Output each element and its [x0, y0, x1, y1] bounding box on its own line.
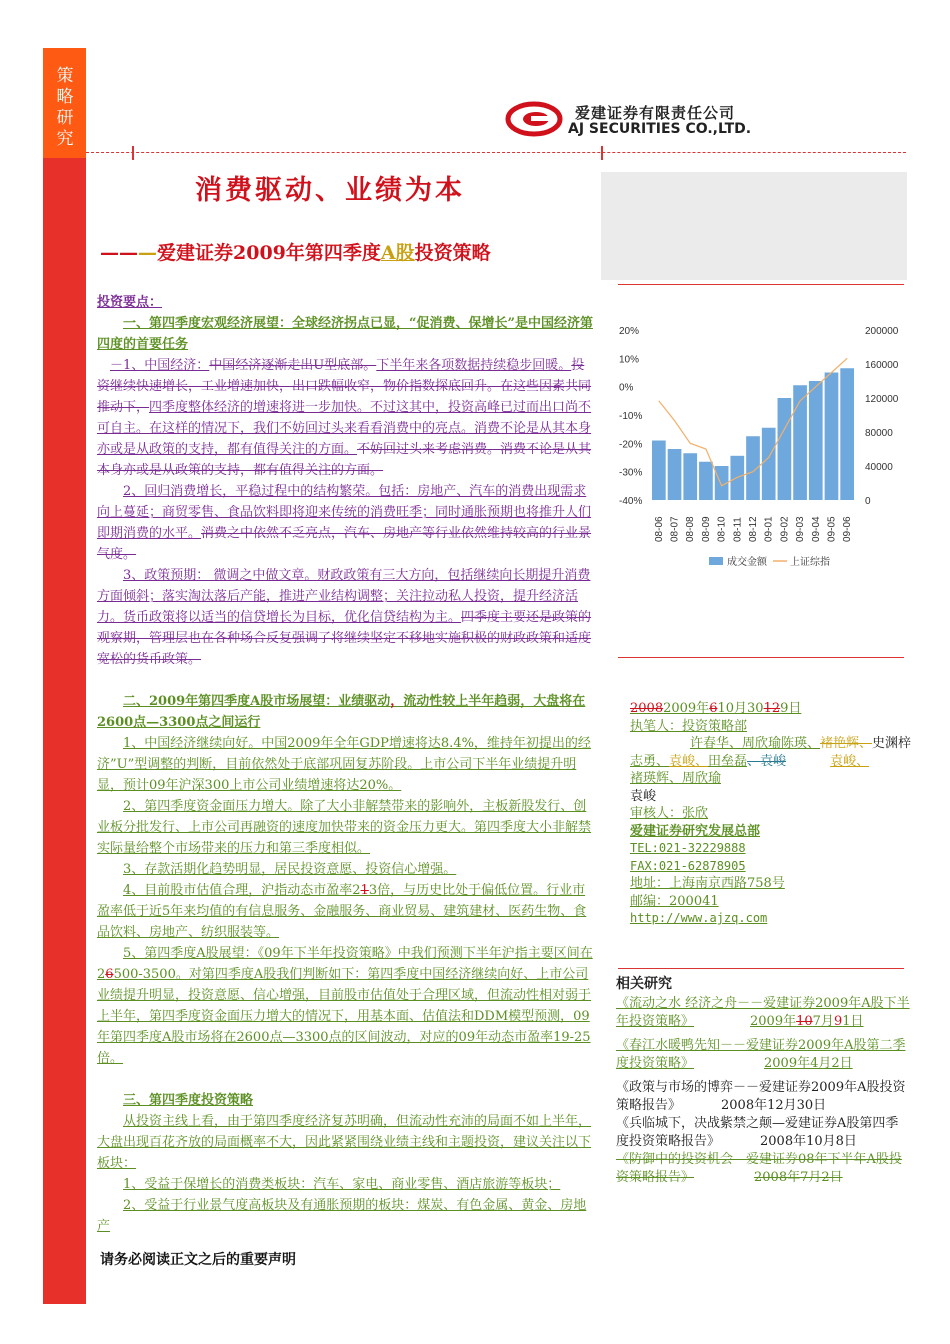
chart-x-tick-label: 09-02 — [779, 516, 791, 542]
authors-text: 田垒磊 — [708, 753, 748, 769]
s1p2-deleted: 消费之中依然不乏亮点，汽车、房地产等行业依然维持较高的行业景气度。 — [97, 526, 592, 562]
chart-right-tick-label: 200000 — [865, 326, 899, 337]
authors-text: 志勇、 — [630, 753, 670, 769]
chart-x-tick-label: 09-06 — [842, 516, 854, 542]
chart-legend-label: 成交金额 — [727, 557, 767, 568]
section3-paragraph3: 2、受益于行业景气度高板块及有通胀预期的板块：煤炭、有色金属、黄金、房地产 — [97, 1198, 587, 1234]
related-date-deleted: 10 — [796, 1014, 813, 1029]
chart-left-tick-label: 20% — [619, 326, 640, 337]
report-subtitle — [100, 238, 491, 265]
sidebar-label — [53, 66, 77, 150]
s1p3-deleted: 四季度主要还是政策的观察期，管理层也在各种场合反复强调了将继续坚定不移地实施积极的财政政策和适度宽松的货币政策。 — [97, 610, 592, 667]
date-deleted: 2008 — [630, 701, 664, 716]
chart-x-tick-label: 08-09 — [700, 516, 712, 542]
address: 地址：上海南京西路758号 — [630, 876, 785, 891]
header-tick — [601, 146, 603, 160]
author-label: 执笔人：投资策略部 — [630, 718, 748, 734]
related-title: 《政策与市场的博弈－－爱建证券2009年A股投资策略报告》 — [616, 1080, 906, 1113]
chart-left-tick-label: -20% — [619, 439, 643, 451]
s1p1-text: 下半年来各项数据持续稳步回暖。 — [376, 358, 572, 373]
chart-x-tick-label: 08-10 — [716, 516, 728, 542]
report-meta — [630, 700, 930, 928]
sidebar-rule — [618, 284, 904, 285]
chart-x-tick-label: 08-12 — [748, 516, 759, 542]
chart-right-tick-label: 0 — [865, 496, 871, 507]
market-chart — [617, 312, 905, 574]
chart-bar — [652, 441, 666, 501]
date-text: 10月 — [717, 701, 748, 716]
chart-legend-label: 上证综指 — [790, 557, 830, 568]
chart-right-tick-label: 80000 — [865, 428, 893, 439]
sidebar-label-char: 究 — [56, 129, 74, 149]
chart-x-tick-label: 08-11 — [732, 517, 744, 542]
department: 爱建证券研究发展总部 — [630, 823, 761, 839]
subtitle-text-end: 投资策略 — [414, 242, 491, 264]
related-date: 2008年7月2日 — [754, 1170, 843, 1185]
sidebar-rule — [618, 968, 904, 969]
chart-left-tick-label: 0% — [619, 382, 634, 394]
s1p1-deleted: 中国经济逐渐走出U型底部。 — [209, 358, 377, 373]
s2-head-text: 00点—3300点之间运行 — [115, 715, 261, 730]
chart-x-tick-label: 09-04 — [810, 516, 822, 542]
related-research — [616, 975, 910, 1187]
sidebar-label-char: 略 — [56, 87, 74, 107]
company-logo-icon — [505, 100, 563, 138]
chart-x-tick-label: 08-08 — [685, 516, 697, 542]
section1-heading: 一、第四季度宏观经济展望：全球经济拐点已显，“促消费、保增长”是中国经济第四度的首要任务 — [97, 316, 593, 352]
date-text: 30 — [747, 701, 764, 716]
key-points-heading: 投资要点： — [97, 295, 163, 310]
section2-paragraph3: 3、存款活期化趋势明显，居民投资意愿、投资信心增强。 — [123, 862, 457, 877]
zip-code: 邮编：200041 — [630, 893, 719, 909]
s1p1-text: 在这样的情况下，我们不妨回过头来看看消费中的亮点。消费不论是从其本身亦或是从政策的支持，都有值得关注的方面。 — [97, 421, 592, 457]
sidebar-label-char: 策 — [56, 66, 74, 86]
subtitle-text: 爱建证券2009年第四季度 — [157, 242, 381, 264]
chart-left-tick-label: -40% — [619, 496, 643, 507]
chart-right-tick-label: 160000 — [865, 360, 899, 371]
date-deleted: 6 — [709, 701, 718, 716]
subtitle-dash-inserted: — — [138, 242, 157, 264]
chart-volume-bars — [652, 368, 854, 500]
left-color-band — [43, 48, 86, 1304]
chart-bar — [762, 428, 776, 500]
chart-left-axis — [619, 326, 642, 507]
authors-line4: 袁峻 — [630, 788, 657, 804]
related-date: 1日 — [842, 1014, 864, 1029]
s1p3-text: 3、政策预期： 微调之中做文章。财政政策有三大方向，包括继续向长期提升消费方面倾斜；落实淘汰落后产能，推进产业结构调整；关注拉动私人投资，提升经济活力。货币政策将以适当的信贷增长为目标，优化信贷结构为主。 — [97, 568, 591, 625]
related-title: 《防御中的投资机会—爱建证券08年下半年A股投资策略报告》 — [616, 1152, 902, 1185]
section2-paragraph2: 2、第四季度资金面压力增大。除了大小非解禁带来的影响外，主板新股发行、创业板分批发行、上市公司再融资的速度加快带来的资金压力更大。第四季度大小非解禁实际量给整个市场带来的压力和第三季度相似。 — [97, 799, 592, 856]
authors-text: 史渊梓 — [872, 736, 912, 751]
header-rule — [86, 152, 906, 153]
section1-paragraph2 — [97, 481, 593, 565]
s2p4-text: 3倍，与历史比处于偏低位置。行业市盈率低于近5年来均值的有信息服务、金融服务、商业贸易、建筑建材、医药生物、食品饮料、房地产、纺织服装等。 — [97, 883, 587, 940]
chart-x-axis — [654, 516, 853, 542]
fax: FAX:021-62878905 — [630, 858, 746, 873]
logo-chinese-name: 爱建证券有限责任公司 — [575, 104, 736, 122]
disclaimer: 请务必阅读正文之后的重要声明 — [100, 1252, 296, 1268]
section2-heading — [97, 691, 593, 733]
related-item[interactable] — [616, 1115, 910, 1151]
related-date: 2008年10月8日 — [760, 1134, 857, 1149]
s2p5-text: 500-3500。对第四季度A股我们判断如下：第四季度中国经济继续向好、上市公司业绩提升明显，投资意愿、信心增强，目前股市估值处于合理区域，但流动性相对弱于上半年，第四季度资金面压力增大的情况下，用基本面、估值法和DDM模型预测，09年第四季度A股市场将在2600点—3300点的区间波动，对应的09年动态市盈率19-25倍。 — [97, 967, 592, 1066]
chart-bar — [778, 398, 792, 500]
header-tick — [132, 146, 134, 160]
authors-inserted: 袁峻、 — [669, 753, 709, 769]
related-item[interactable] — [616, 995, 910, 1031]
main-body — [97, 292, 593, 1237]
related-date: 2009年 — [750, 1014, 797, 1029]
chart-bar — [793, 385, 807, 500]
subtitle-dash: —— — [100, 242, 138, 264]
chart-x-tick-label: 08-07 — [669, 516, 681, 542]
report-date — [630, 700, 930, 718]
authors-line2 — [630, 753, 930, 771]
sidebar-header-panel — [601, 172, 907, 280]
s2p4-text: 4、目前股市估值合理，沪指动态市盈率2 — [123, 883, 361, 898]
section3-paragraph1: 从投资主线上看，由于第四季度经济复苏明确，但流动性充沛的局面不如上半年，大盘出现百花齐放的局面概率不大，因此紧紧围绕业绩主线和主题投资，建议关注以下板块： — [97, 1114, 592, 1171]
authors-line3: 褚瑛辉、周欣瑜 — [630, 771, 722, 786]
related-date: 2009年4月2日 — [764, 1056, 853, 1071]
sidebar-rule — [618, 657, 904, 658]
s2-head-text: 二、2009年第四季度A股市场展望：业绩驱动 — [123, 694, 391, 709]
authors-inserted: 袁峻、 — [830, 753, 870, 769]
related-date: 7月 — [812, 1014, 834, 1029]
related-item[interactable] — [616, 1037, 910, 1073]
section2-paragraph5 — [97, 943, 593, 1069]
chart-left-tick-label: -10% — [619, 411, 643, 422]
chart-x-tick-label: 09-01 — [763, 516, 775, 542]
chart-bar — [840, 368, 854, 500]
chart-x-tick-label: 09-03 — [795, 516, 807, 542]
chart-legend — [709, 555, 830, 568]
telephone: TEL:021-32229888 — [630, 841, 746, 855]
s1p1-deleted: 不妨回过头来考虑消费。消费不论是从其本身亦或是从政策的支持，都有值得关注的方面。 — [97, 442, 592, 478]
related-title: 《兵临城下，决战紫禁之颠—爱建证券A股第四季度投资策略报告》 — [616, 1116, 899, 1149]
related-heading: 相关研究 — [616, 976, 672, 992]
s2p4-deleted: 1 — [360, 883, 369, 898]
date-deleted: 12 — [763, 701, 781, 716]
chart-right-tick-label: 120000 — [865, 394, 899, 405]
related-title: 《流动之水 经济之舟－－爱建证券2009年A股下半年投资策略》 — [616, 996, 910, 1029]
s1p1-deleted: 投资继续快速增长，工业增速加快，出口跌幅收窄，物价指数探底回升。在这些因素共同推动下， — [97, 358, 592, 415]
related-title: 《春江水暖鸭先知－－爱建证券2009年A股第二季度投资策略》 — [616, 1038, 906, 1071]
section2-paragraph4 — [97, 880, 593, 943]
s2-head-text: 流动性较上半年趋弱，大盘将在26 — [97, 694, 586, 730]
section3-heading: 三、第四季度投资策略 — [123, 1093, 254, 1108]
sidebar-label-char: 研 — [56, 108, 74, 128]
authors-deleted: 褚艳辉、 — [820, 736, 873, 751]
logo-english-name: AJ SECURITIES CO.,LTD. — [568, 121, 752, 137]
chart-bar — [668, 449, 682, 500]
chart-x-tick-label: 09-05 — [826, 516, 838, 542]
chart-right-tick-label: 40000 — [865, 462, 893, 473]
related-date-inserted: 9 — [833, 1014, 843, 1029]
authors-line1 — [630, 735, 930, 753]
s1p1-text: 四季度整体经济的增速将进一步加快。不过这其中，投资高峰已过而出口尚不可自主。 — [97, 400, 592, 436]
section1-paragraph3 — [97, 565, 593, 670]
related-item[interactable] — [616, 1079, 910, 1115]
section1-paragraph1 — [97, 355, 593, 481]
chart-bar — [683, 453, 697, 500]
chart-left-tick-label: -30% — [619, 467, 643, 479]
s2-head-dash: ， — [390, 694, 404, 709]
date-text: 2009年 — [663, 701, 710, 716]
chart-legend-swatch — [709, 557, 723, 565]
date-text: 9日 — [780, 701, 802, 716]
s1p1-lead: －1、中国经济： — [110, 358, 210, 373]
chart-bar — [699, 462, 713, 500]
report-title: 消费驱动、业绩为本 — [195, 175, 465, 206]
section3-paragraph2: 1、受益于保增长的消费类板块：汽车、家电、商业零售、酒店旅游等板块； — [123, 1177, 561, 1192]
authors-deleted: 、袁峻 — [747, 753, 787, 769]
website-link[interactable]: http://www.ajzq.com — [630, 911, 768, 925]
related-date: 2008年12月30日 — [721, 1098, 827, 1113]
authors-text: 许春华、周欣瑜陈瑛、 — [690, 736, 821, 751]
related-item[interactable] — [616, 1151, 910, 1187]
chart-bar — [825, 373, 839, 501]
chart-bar — [809, 381, 823, 500]
reviewer: 审核人：张欣 — [630, 806, 709, 821]
chart-x-tick-label: 08-06 — [653, 516, 665, 542]
section2-paragraph1: 1、中国经济继续向好。中国2009年全年GDP增速将达8.4%，维持年初提出的经济”U”型调整的判断，目前依然处于底部巩固复苏阶段。上市公司下半年业绩提升明显，预计09年沪深300上市公司业绩增速将达20%。 — [97, 736, 591, 793]
s2p5-deleted: 6 — [105, 967, 114, 982]
chart-left-tick-label: 10% — [619, 354, 640, 366]
chart-right-axis — [865, 326, 899, 507]
s2p5-text: 5、第四季度A股展望：《09年下半年投资策略》中我们预测下半年沪指主要区间在2 — [97, 946, 593, 982]
subtitle-ashare: A股 — [380, 242, 415, 264]
s1p2-text: 2、回归消费增长，平稳过程中的结构繁荣。包括：房地产、汽车的消费出现需求向上蔓延；商贸零售、食品饮料即将迎来传统的消费旺季；同时通胀预期也将推升人们即期消费的水平。 — [97, 484, 592, 541]
